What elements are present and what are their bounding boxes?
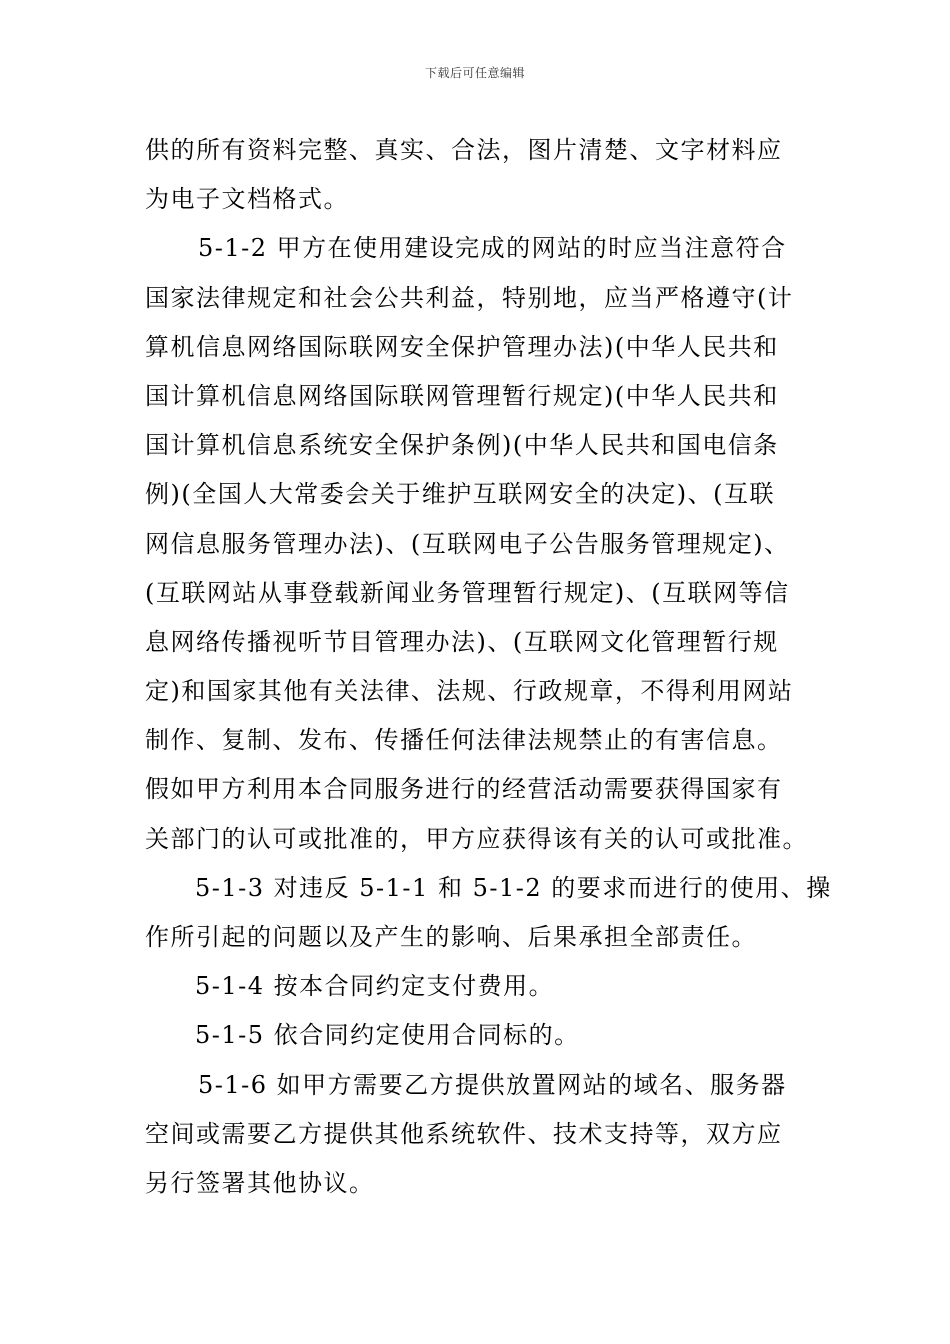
clause-5-1-5: 5-1-5 依合同约定使用合同标的。 xyxy=(195,1021,580,1050)
text-line: 制作、复制、发布、传播任何法律法规禁止的有害信息。 xyxy=(145,726,783,755)
text-line: 例)(全国人大常委会关于维护互联网安全的决定)、(互联 xyxy=(145,480,775,509)
text-line: 另行签署其他协议。 xyxy=(145,1168,375,1197)
text-line: 息网络传播视听节目管理办法)、(互联网文化管理暂行规 xyxy=(145,627,779,656)
text-line: 算机信息网络国际联网安全保护管理办法)(中华人民共和 xyxy=(145,332,779,361)
clause-5-1-2: 5-1-2 甲方在使用建设完成的网站的时应当注意符合 xyxy=(198,234,787,263)
page-header: 下载后可任意编辑 xyxy=(424,66,525,80)
text-line: 假如甲方利用本合同服务进行的经营活动需要获得国家有 xyxy=(145,775,783,804)
text-line: 空间或需要乙方提供其他系统软件、技术支持等，双方应 xyxy=(145,1119,783,1148)
text-line: 为电子文档格式。 xyxy=(145,185,349,214)
text-line: 国家法律规定和社会公共利益，特别地，应当严格遵守(计 xyxy=(145,283,794,312)
body-text xyxy=(145,126,832,1208)
text-line: 国计算机信息系统安全保护条例)(中华人民共和国电信条 xyxy=(145,431,779,460)
text-line: 网信息服务管理办法)、(互联网电子公告服务管理规定)、 xyxy=(145,529,790,558)
clause-5-1-4: 5-1-4 按本合同约定支付费用。 xyxy=(195,972,555,1001)
text-line: 关部门的认可或批准的，甲方应获得该有关的认可或批准。 xyxy=(145,824,808,853)
text-line: (互联网站从事登载新闻业务管理暂行规定)、(互联网等信 xyxy=(145,578,790,607)
text-line: 国计算机信息网络国际联网管理暂行规定)(中华人民共和 xyxy=(145,381,779,410)
text-line: 作所引起的问题以及产生的影响、后果承担全部责任。 xyxy=(145,923,757,951)
text-line: 定)和国家其他有关法律、法规、行政规章，不得利用网站 xyxy=(145,677,794,706)
clause-5-1-3: 5-1-3 对违反 5-1-1 和 5-1-2 的要求而进行的使用、操 xyxy=(195,873,832,902)
text-line: 供的所有资料完整、真实、合法，图片清楚、文字材料应 xyxy=(145,136,783,164)
clause-5-1-6: 5-1-6 如甲方需要乙方提供放置网站的域名、服务器 xyxy=(198,1070,787,1099)
